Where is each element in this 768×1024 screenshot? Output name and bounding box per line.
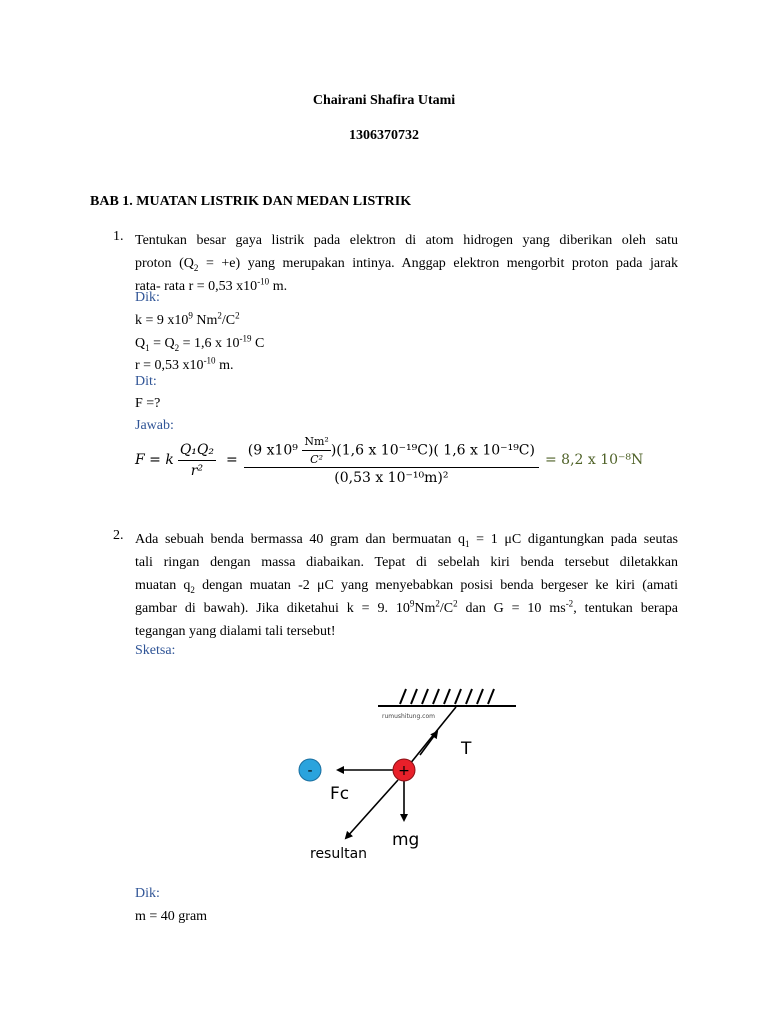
label-T: T	[461, 739, 472, 759]
q1-line-1: Tentukan besar gaya listrik pada elektron di atom hidrogen yang diberikan oleh satu	[135, 233, 678, 248]
q2-line-4: gambar di bawah). Jika diketahui k = 9. $10^9Nm^2/C^2$ dan G = 10 $ms^{-2}$, tentukan berapa	[135, 598, 679, 616]
q1-dik-label: Dik:	[135, 290, 160, 305]
q2-number: 2.	[113, 528, 124, 543]
label-mg: mg	[392, 830, 420, 850]
formula-lhs: F = k	[135, 452, 174, 468]
ceiling-hatch	[400, 689, 494, 704]
label-resultan: resultan	[310, 846, 368, 862]
q2-line-1: Ada sebuah benda bermassa 40 gram dan bermuatan $q_1 = 1$ μC digantungkan pada seutas	[135, 532, 678, 549]
resultant-arrow	[346, 780, 398, 838]
q2-line-3: muatan $q_2$ dengan muatan -2 μC yang menyebabkan posisi benda bergeser ke kiri (amati	[135, 578, 678, 595]
formula-main-fraction: (9 x10⁹ $\frac{\text{Nm²}}{\text{C²}}$ )(1,6 x 10⁻¹⁹C)( 1,6 x 10⁻¹⁹C) (0,53 x 10⁻¹⁰m)²	[244, 435, 539, 486]
q1-text	[135, 229, 678, 298]
q2-line-5: tegangan yang dialami tali tersebut!	[135, 624, 336, 639]
q2-text	[135, 528, 678, 643]
formula-unit-frac: $\frac{\text{Nm²}}{\text{C²}}$	[304, 434, 329, 466]
force-sketch	[290, 680, 530, 865]
q1-r-value: r = 0,53 $x10^{-10}$ m.	[135, 355, 234, 373]
q2-line-2: tali ringan dengan massa diabaikan. Tepat di sebelah kiri benda tersebut diletakkan	[135, 555, 678, 570]
chapter-title: BAB 1. MUATAN LISTRIK DAN MEDAN LISTRIK	[90, 194, 412, 209]
q1-line-3: rata- rata r = 0,53 $x10^{-10}$ m.	[135, 276, 288, 294]
label-Fc: Fc	[330, 784, 350, 804]
q1-number: 1.	[113, 229, 124, 244]
positive-sign: +	[398, 763, 410, 779]
q1-dit-label: Dit:	[135, 374, 157, 389]
sketch-watermark: rumushitung.com	[382, 713, 436, 720]
q1-k-value: k = 9 $x10^9$ $Nm^2/C^2$	[135, 310, 240, 328]
formula-equals: =	[226, 452, 238, 468]
formula-frac-q1q2: $\frac{\text{Q₁Q₂}}{\text{r²}}$	[179, 441, 215, 479]
tension-arrow	[420, 732, 437, 755]
q2-sketsa-label: Sketsa:	[135, 643, 176, 658]
q1-q-value: $Q_1 = Q_2 = 1,6$ x $10^{-19}$ C	[135, 333, 265, 353]
q2-dik-label: Dik:	[135, 886, 160, 901]
student-id: 1306370732	[349, 128, 419, 143]
formula-result: = 8,2 x 10⁻⁸N	[544, 452, 644, 468]
negative-sign: -	[307, 763, 313, 779]
q1-jawab-label: Jawab:	[135, 418, 174, 433]
q1-line-2: proton $(Q_2 = +e)$ yang merupakan intinya. Anggap elektron mengorbit proton pada jarak	[135, 256, 678, 273]
q2-m-value: m = 40 gram	[135, 909, 208, 924]
author-name: Chairani Shafira Utami	[312, 93, 456, 108]
q1-dit-value: F =?	[135, 396, 161, 411]
q1-formula	[135, 432, 643, 488]
